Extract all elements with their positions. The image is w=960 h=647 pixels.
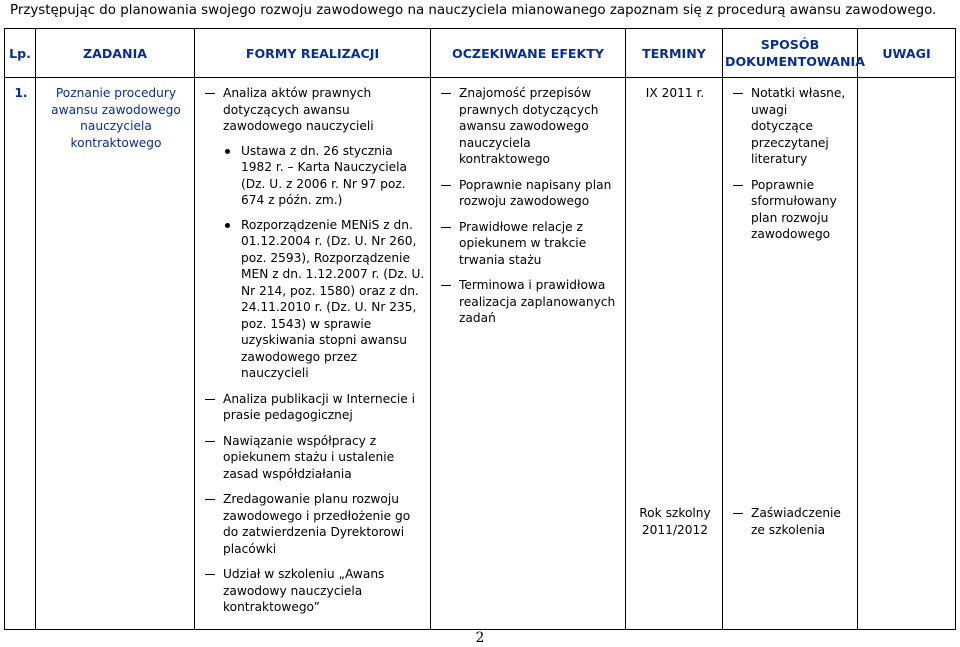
page-number: 2 (475, 630, 485, 646)
term-2: Rok szkolny 2011/2012 (639, 506, 711, 537)
legal-act-1: Ustawa z dn. 26 stycznia 1982 r. – Karta Nauczyciela (Dz. U. z 2006 r. Nr 97 poz. 674 z późn. zm.) (241, 143, 407, 207)
effect-4: Terminowa i prawidłowa realizacja zaplanowanych zadań (459, 278, 616, 325)
effect-1: Znajomość przepisów prawnych dotyczących awansu zawodowego nauczyciela kontraktowego (459, 86, 599, 166)
list-item (437, 219, 621, 269)
effect-2: Poprawnie napisany plan rozwoju zawodowego (459, 177, 612, 208)
table-row (5, 78, 956, 630)
form-item-3: Nawiązanie współpracy z opiekunem stażu i ustalenie zasad współdziałania (223, 433, 395, 481)
header-uwagi: UWAGI (858, 29, 956, 78)
documentation-list-bottom (729, 505, 853, 547)
legal-act-2: Rozporządzenie MENiS z dn. 01.12.2004 r. (Dz. U. Nr 260, poz. 2593), Rozporządzenie MEN z dn. 1.12.2007 r. (Dz. U. Nr 214, poz. 1580) oraz z dn. 24.11.2010 r. (Dz. U. Nr 235, poz. 1543) w sprawie uzyskiwania stopni awansu zawodowego przez nauczycieli (241, 217, 425, 380)
header-formy: FORMY REALIZACJI (195, 29, 431, 78)
header-sposob: SPOSÓB DOKUMENTOWANIA (723, 29, 858, 78)
task-cell: Poznanie procedury awansu zawodowego nauczyciela kontraktowego (36, 78, 195, 630)
list-item (729, 85, 853, 168)
terms-cell (626, 78, 723, 630)
header-terminy: TERMINY (626, 29, 723, 78)
documentation-cell (723, 78, 858, 630)
list-item (437, 177, 621, 210)
list-item (223, 217, 426, 382)
list-item (201, 433, 426, 483)
list-item (437, 277, 621, 327)
forms-cell (195, 78, 431, 630)
header-zadania: ZADANIA (36, 29, 195, 78)
doc-1: Notatki własne, uwagi dotyczące przeczytanej literatury (751, 86, 846, 166)
notes-cell (858, 78, 956, 630)
list-item (201, 391, 426, 424)
row-number: 1. (5, 78, 36, 630)
list-item (201, 566, 426, 616)
list-item (223, 143, 426, 209)
effect-3: Prawidłowe relacje z opiekunem w trakcie trwania stażu (459, 219, 587, 267)
list-item (437, 85, 621, 168)
form-item-1: Analiza aktów prawnych dotyczących awansu zawodowego nauczycieli (223, 86, 374, 133)
table-header-row (5, 29, 956, 78)
list-item (201, 491, 426, 557)
documentation-list (729, 85, 853, 243)
effects-list (437, 85, 621, 327)
doc-2: Poprawnie sformułowany plan rozwoju zawodowego (751, 177, 837, 241)
plan-table (4, 28, 956, 630)
header-efekty: OCZEKIWANE EFEKTY (431, 29, 626, 78)
intro-text: Przystępując do planowania swojego rozwoju zawodowego na nauczyciela mianowanego zapoznam się z procedurą awansu zawodowego. (10, 3, 937, 18)
doc-3: Zaświadczenie ze szkolenia (751, 506, 841, 537)
legal-acts-list (223, 143, 426, 382)
list-item (729, 177, 853, 243)
effects-cell (431, 78, 626, 630)
header-lp: Lp. (5, 29, 36, 78)
form-item-2: Analiza publikacji w Internecie i prasie pedagogicznej (223, 391, 415, 422)
term-1: IX 2011 r. (645, 86, 705, 100)
list-item (729, 505, 853, 538)
forms-list (201, 85, 426, 616)
form-item-5: Udział w szkoleniu „Awans zawodowy nauczyciela kontraktowego” (223, 567, 385, 614)
list-item (201, 85, 426, 382)
form-item-4: Zredagowanie planu rozwoju zawodowego i przedłożenie go do zatwierdzenia Dyrektorowi placówki (223, 492, 411, 556)
